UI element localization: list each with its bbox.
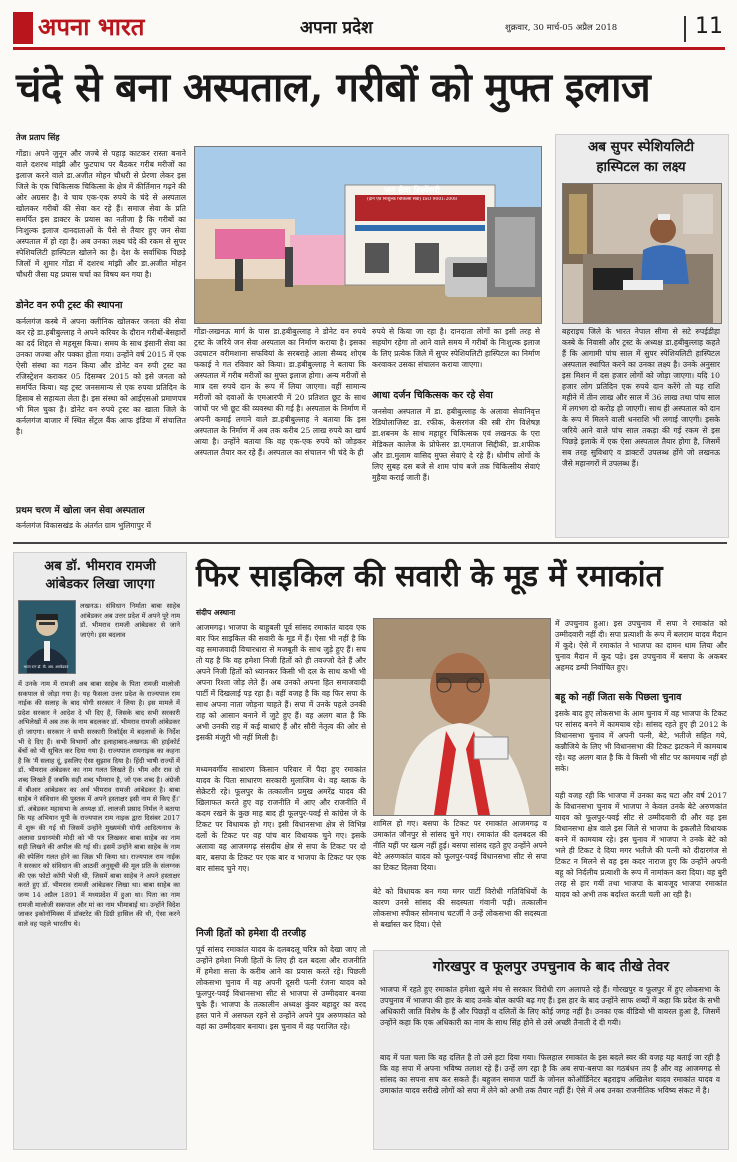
sidebar2-heading-line2: आंबेडकर लिखा जाएगा: [45, 577, 155, 592]
sidebar2-heading-line1: अब डॉ. भीमराव रामजी: [44, 559, 156, 574]
issue-date: शुक्रवार, 30 मार्च-05 अप्रैल 2018: [505, 23, 618, 33]
story2-col1-body2: मध्यमवर्गीय साधारण किसान परिवार में पैदा हुए रमाकांत यादव के पिता साधारण सरकारी मुलाजिम थे। वह ब्लाक के सेक्रेटरी रहे। फूलपुर के तत्कालीन प्रमुख अमरेंद्र यादव की खिलाफत करते हुए वह राजनीति में आए और राजनीति में कदम रखने के कुछ माह बाद ही फूलपुर-पवई से कांग्रेस जे के टिकट पर विधायक हो गए। इसी विधानसभा क्षेत्र से विभिन्न दलों के टिकट पर वह पांच बार विधायक चुने गए। इसके अलावा वह आजमगढ़ संसदीय क्षेत्र से सपा के टिकट पर दो बार, बसपा के टिकट पर एक बार व भाजपा के टिकट पर एक बार सांसद चुने गए।: [196, 765, 366, 873]
sidebar2-intro: लखनऊ। संविधान निर्माता बाबा साहेब आंबेडकर अब उत्तर प्रदेश में अपने पूरे नाम डॉ. भीमराव रामजी आंबेडकर से जाने जाएंगे। इस बदलाव: [80, 602, 180, 639]
story2-headline: फिर साइकिल की सवारी के मूड में रमाकांत: [196, 559, 663, 594]
box3-headline: गोरखपुर व फूलपुर उपचुनाव के बाद तीखे तेवर: [432, 959, 670, 975]
doctor-photo: [562, 183, 722, 324]
story1-col1-body: कर्नलगंज कस्बे में अपना क्लीनिक खोलकर जनता की सेवा कर रहे डा.हबीबुल्लाह ने अपने करियर के दौरान गरीबों-बेसहारों का दर्द शिद्दत से महसूस किया। समय के साथ इंसानी सेवा का उनका जज्बा और पक्का होता गया। उन्होंने वर्ष 2015 में एक ऐसी संस्था का गठन किया और डोनेट वन रुपी ट्रस्ट का रजिस्ट्रेशन कराकर 05 दिसम्बर 2015 को इसे जनता को समर्पित किया। यह ट्रस्ट जनसमान्य से एक रुपया प्रतिदिन के हिसाब से सहायता लेता है। इस संस्था को आईएसओ प्रमाणपत्र भी मिल चुका है। डोनेट वन रुपये ट्रस्ट का खाता जिले के कर्नलगंज बाजार में स्थित सेंट्रल बैंक आफ इंडिया में संचालित है।: [16, 317, 186, 436]
story2-subhead-interest: निजी हितों को हमेशा दी तरजीह: [196, 928, 306, 939]
sidebar1-heading-line2: हास्पिटल का लक्ष्य: [596, 159, 686, 175]
story2-photo-caption: शामिल हो गए। बसपा के टिकट पर रमाकांत आजमगढ़ व उमाकांत जौनपुर से सांसद चुने गए। रमाकांत की दलबदल की नीति यहीं पर खत्म नहीं हुई। बसपा सांसद रहते हुए उन्होंने अपने बेटे अरुणकांत यादव को फूलपुर-पवई विधानसभा सीट से सपा का टिकट दिलवा दिया।: [373, 819, 547, 872]
story2-byline: संदीप अस्थाना: [196, 608, 236, 617]
story1-col3-body2: जनसेवा अस्पताल में डा. हबीबुल्लाह के अलावा सेवानिवृत्त रेडियोलाजिस्ट डा. रफीक, केसरगंज की स्त्री रोग विशेषज्ञ डा.शबनम के साथ महाहूर चिकित्सक एवं लखनऊ के एरा मेडिकल कालेज के प्रोफेसर डा.एमताज सिद्दीकी, डा.शफीक और डा.मुलाम वासिद मुफ्त सेवाएं दे रहे हैं। धोमीच लोगों के लिए सुबह दस बजे से शाम पांच बजे तक चिकित्सीय सेवाएं मुहैया कराई जाती हैं।: [372, 407, 540, 482]
ambedkar-portrait-illustration: [19, 601, 75, 673]
hospital-sign: [346, 186, 478, 203]
masthead-rule: [13, 47, 725, 50]
doctor-photo-illustration: [563, 184, 721, 323]
story1-headline: चंदे से बना अस्पताल, गरीबों को मुफ्त इलाज: [16, 64, 651, 111]
story1-col1-tail: कर्नलगंज विकासखंड के अंतर्गत ग्राम भुलिगापुर में: [16, 521, 151, 530]
page-number-divider: [684, 16, 686, 42]
story1-subhead-trust: डोनेट वन रुपी ट्रस्ट की स्थापना: [16, 300, 123, 311]
story2-subhead-election: बहू को नहीं जिता सके पिछला चुनाव: [555, 692, 682, 703]
ramakant-photo-illustration: [374, 619, 550, 815]
sidebar1-heading-line1: अब सुपर स्पेशियलिटी: [587, 139, 695, 155]
story1-col3-body: रुपये से किया जा रहा है। दानदाता लोगों का इसी तरह से सहयोग रहेगा तो आने वाले समय में गरीबों के निःशुल्क इलाज के लिए प्रत्येक जिले में सुपर स्पेशियलिटी हास्पिटल का निर्माण करवाकर उसका संचालन कराया जाएगा।: [372, 327, 540, 369]
page-number: 11: [695, 14, 723, 39]
sidebar1-body: बहराइच जिले के भारत नेपाल सीमा से सटे रुपईडीहा कस्बे के निवासी और ट्रस्ट के अध्यक्ष डा.हबीबुल्लाह कहते हैं कि आगामी पांच साल में सुपर स्पेशियलिटी हास्पिटल अस्पताल स्थापित करने का उनका लक्ष्य है। उनके अनुसार इस मिशन में दस हजार लोगों को जोड़ा जाएगा। यदि 10 हजार लोग प्रतिदिन एक रुपये दान करेंगे तो यह राशि महीने में तीन लाख और साल में 36 लाख तथा पांच साल में लगभग दो करोड़ हो जाएगी। साथ ही अस्पताल को दान के रूप में मिलने वाली धनराशि भी लगाई जाएगी। इसके जरिये आने वाले पांच साल तकड़ा की गई रकम से इस पिछड़े इलाके में एक ऐसा अस्पताल तैयार होगा है, जिसमें सब तरह सुविधाएं व डाक्टरों उपलब्ध होंगे जो लखनऊ जैसे महानगरों में उपलब्ध हैं।: [562, 327, 720, 468]
story2-col1-body: आजमगढ़। भाजपा के बाहुबली पूर्व सांसद रमाकांत यादव एक बार फिर साइकिल की सवारी के मूड में हैं। ऐसा भी नहीं है कि वह समाजवादी विचारधारा से मजबूती के साथ जुड़े हुए हैं। सच तो यह है कि वह हमेशा निजी हितों को ही तवज्जो देते हैं और अपने निजी हितों को ध्यानकर किसी भी दल के साथ कभी भी अपना रिश्ता जोड़ लेते हैं। अब उनको अपना हित समाजवादी पार्टी में दिखलाई पड़ रहा है। वहीं वजह है कि वह फिर सपा के साथ अपना नाता जोड़ना चाहते हैं। सपा में उनके पहले उनकी राह को आसान बनाने में जुटे हुए हैं। वह अलग बात है कि अभी उनकी राह में कई बाधाएं हैं और सौरी नेतृत्व की ओर से इसकी मंजूरी भी नहीं मिली है।: [196, 623, 366, 742]
story2-col3-body: में उपचुनाव हुआ। इस उपचुनाव में सपा ने रमाकांत को उम्मीदवारी नहीं दी। सपा प्रत्याशी के रूप में बलराम यादव मैदान में कूदे। ऐसे में रमाकांत ने भाजपा का दामन थाम लिया और चुनाव मैदान में कूद पड़े। इस उपचुनाव में बसपा के अकबर अहमद डम्पी निर्वाचित हुए।: [555, 619, 727, 672]
ambedkar-portrait: [18, 600, 76, 674]
ambedkar-portrait-caption: भारत रत्न डॉ. बी. आर. आम्बेडकर: [23, 665, 69, 669]
story1-intro: गोंडा। अपने जुनून और जज्बे से पहाड़ काटकर रास्ता बनाने वाले दशरथ मांझी और फुटपाथ पर बैठकर गरीब मरीजों का इलाज करने वाले डा.अजीत मोहन चौधरी से प्रेरणा लेकर इस जिले के एक चिकित्सक चिकित्सा के क्षेत्र में कीर्तिमान गढ़ने की ओर अग्रसर है। वे चाय एक-एक रुपये के चंदे से अस्पताल खोलकर गरीबों की सेवा कर रहे हैं। समाज सेवा के प्रति समर्पित इस डाक्टर के प्रयास का नतीजा है कि गरीबों का निःशुल्क इलाज दानदाताओं के पैसे से तैयार हुए जन सेवा अस्पताल में हो रहा है। अब उनका लक्ष्य चंदे की रकम से सुपर स्पेशियलिटी हास्पिटल खोलने का है। देश के सर्वाधिक पिछड़े जिलों में शुमार गोंडा में दशरथ मांझी और डा.अजीत मोहन चौधरी जैसा यह प्रयास चर्चा का विषय बन गया है।: [16, 149, 186, 279]
story2-col2-body: बेटे को विधायक बन गया मगर पार्टी विरोधी गतिविधियों के कारण उनसे सांसद की सदस्यता गंवानी पड़ी। तत्कालीन लोकसभा स्पीकर सोमनाथ चटर्जी ने उन्हें लोकसभा की सदस्यता से बर्खास्त कर दिया। ऐसे: [373, 887, 547, 929]
masthead-logo: अपना भारत: [38, 12, 145, 41]
story2-col3-body3: यही वजह रही कि भाजपा में उनका कद घटा और वर्ष 2017 के विधानसभा चुनाव में भाजपा ने केवल उनके बेटे अरुणकांत यादव को फूलपुर-पवई सीट से उम्मीदवारी दी और वह इस विधानसभा क्षेत्र वाले इस जिले से भाजपा के इकलौते विधायक बनने में कामयाब रहे। इस चुनाव में भाजपा ने उनके बेटे को भले ही टिकट दे दिया मगर भतीजे की पत्नी को दीदारगंज से टिकट न मिलने से वह इस कदर नाराज हुए कि उन्होंने अपनी बहू को निर्दलीय प्रत्याशी के रूप में नामांकन करा दिया। वह बुरी तरह से हार गयीं तथा भाजपा के बावजूद भाजपा रमाकांत यादव को अभी तक बर्दाश्त करती चली आ रही है।: [555, 791, 727, 899]
story1-subhead-doctors: आधा दर्जन चिकित्सक कर रहे सेवा: [372, 390, 493, 401]
story1-byline: तेज प्रताप सिंह: [16, 133, 60, 142]
box3-body: भाजपा में रहते हुए रमाकांत हमेशा खुले मंच से सरकार विरोधी राग अलापते रहे हैं। गोरखपुर व फूलपुर में हुए लोकसभा के उपचुनाव में भाजपा की हार के बाद उनके बोल काफी बढ़ गए हैं। इस हार के बाद उन्होंने साफ शब्दों में कहा कि प्रदेश के सभी अधिकारी जाति विशेष के हैं और पिछड़ों व दलितों के लिए कोई जगह नहीं है। उनका एक वीडियो भी वायरल हुआ है, जिसमें उन्होंने कहा कि एक अधिकारी का नाम के साथ सिंह होने से उसे अच्छी तैनाती दे दी गयी।: [380, 985, 720, 1027]
ramakant-photo: [373, 618, 551, 816]
hospital-sign-line: (दान एवं निःशुल्क चिकित्सा सेवा) ISO 9001:2008: [366, 197, 458, 202]
hospital-sign-title: जन सेवा डिस्पेंसरी: [384, 186, 440, 196]
story2-col1-body3: पूर्व सांसद रमाकांत यादव के दलबदलू चरित्र को देखा जाए तो उन्होंने हमेशा निजी हितों के लिए ही दल बदला और राजनीति में हमेशा सत्ता के करीब आने का प्रयास करते रहे। पिछली लोकसभा चुनाव में वह अपनी दूसरी पत्नी रंजना यादव को फूलपुर-पवई विधानसभा सीट से भाजपा से उम्मीदवार बनवा चुके हैं। भाजपा के तत्कालीन अध्यक्ष कुंवर बहादुर का वरद हस्त पाने में असफल रहने से उन्होंने अपने पुत्र अरुणकांत को वहां का उम्मीदवार बनाया। इस चुनाव में वह पराजित रहे।: [196, 945, 366, 1031]
story1-col2-body: गोंडा-लखनऊ मार्ग के पास डा.हबीबुल्लाह ने डोनेट वन रुपये ट्रस्ट के जरिये जन सेवा अस्पताल का निर्माण कराया है। इसका उदघाटन वरीमशाना सफवियां के सरबराहे आला सैय्यद शोएब फकाई ने गत रविवार को किया। डा.हबीबुल्लाह ने बताया कि अस्पताल में गरीब मरीजों का मुफ्त इलाज होगा। अन्य मरीजों से मात्र दस रुपये दान के रूप में लिया जाएगा। वहीं सामान्य मरीजों को दवाओं के एमआरपी में 20 प्रतिशत छूट के साथ जांचों पर भी छूट की व्यवस्था की गई है। अस्पताल के निर्माण में अपनी कमाई लगाने वाले डा.हबीबुल्लाह ने बताया कि इस अस्पताल के निर्माण में अब तक करीब 25 लाख रुपये का खर्च आया है। उन्होंने बताया कि वह एक-एक रुपये को जोड़कर अस्पताल तैयार कर रहे हैं। अस्पताल का संचालन भी चंदे के ही: [194, 327, 366, 457]
story1-subhead-hospital: प्रथम चरण में खोला जन सेवा अस्पताल: [16, 506, 145, 516]
section-title: अपना प्रदेश: [300, 18, 373, 38]
hospital-photo: [194, 146, 542, 324]
box3-body2: बाद में पता चला कि वह दलित है तो उसे हटा दिया गया। फिलहाल रमाकांत के इस बदले स्वर की वजह यह बताई जा रही है कि वह सपा में अपना भविष्य तलाश रहे हैं। उन्हें लग रहा है कि अब सपा-बसपा का गठबंधन तय है और वह आजमगढ़ से सांसद का सपना सच कर सकते हैं। बहुजन समाज पार्टी के जोनल कोऑर्डिनेटर बहराइच अखिलेश यादव रमाकांत यादव व उमाकांत यादव सरीखे लोगों को सपा में लेने को अभी तक तैयार नहीं हैं। ऐसे में अब उनका राजनीतिक भविष्य संकट में है।: [380, 1053, 720, 1095]
story2-col3-body2: इसके बाद हुए लोकसभा के आम चुनाव में वह भाजपा के टिकट पर सांसद बनने में कामयाब रहे। सांसद रहते हुए ही 2012 के विधानसभा चुनाव में अपनी पत्नी, बेटे, भतीजे सहित गये, कन्नौजिये के लिए भी विधानसभा की टिकट झटकने में कामयाब रहे। यह अलग बात है कि वे किसी भी सीट पर कामयाब नहीं हो सके।: [555, 709, 727, 773]
logo-badge: [13, 12, 33, 44]
section-divider: [13, 542, 727, 544]
hospital-photo-illustration: [195, 147, 541, 323]
sidebar2-body: में उनके नाम में रामजी अब बाबा साहेब के पिता रामजी मालोजी सकपाल से जोड़ा गया है। यह फैसला उत्तर प्रदेश के राज्यपाल राम नाईक की सलाह के बाद योगी सरकार ने लिया है। इस मामले में प्रदेश सरकार ने आदेश दे भी दिए हैं, जिसके बाद सभी सरकारी अभिलेखों में अब तक के नाम बदलकर डॉ. भीमराव रामजी आंबेडकर हो जाएगा। सरकार ने सभी सरकारी रिकॉर्ड्स में बदलावों के निर्देश भी दे दिए हैं। सभी विभागों और इलाहाबाद-लखनऊ की हाईकोर्ट बेंचों को भी सूचित कर दिया गया है। राज्यपाल रामनाइक का कहना है कि 'मैं सलाह दूं, इसलिए ऐसा सुझाव दिया है। हिंदी भाषी राज्यों में डॉ. भीमराव अंबेडकर का नाम गलत लिखते हैं। भीम और राव दो शब्द लिखते हैं जबकि सही शब्द भीमराव है, जो एक शब्द है। अंग्रेजी में बीआर आंबेडकर का अर्थ भीमराव रामजी आंबेडकर है। बाबा साहेब ने संविधान की पुस्तक में अपने हस्ताक्षर इसी नाम से किए हैं।' डॉ. अंबेडकर महासभा के अध्यक्ष डॉ. लालजी प्रसाद निर्मल ने बताया कि यह अभियान यूपी के राज्यपाल राम नाइक द्वारा दिसंबर 2017 में शुरू की गई थी जिसमें उन्होंने मुख्यमंत्री योगी आदित्यनाथ के अलावा प्रधानमंत्री मोदी को भी पत्र लिखकर बाबा साहेब का नाम सही लिखने की अपील की गई थी। इसमें उन्होंने बाबा साहेब के नाम की स्पेलिंग गलत होने का जिक्र भी किया था। राज्यपाल राम नाईक ने सरकार को संविधान की आठवीं अनुसूची की मूल प्रति के संलग्नक की एक फोटो कॉपी भेजी थी, जिसमें बाबा साहेब ने अपने हस्ताक्षर करते हुए डॉ. भीमराव रामजी आंबेडकर लिखा था। बाबा साहेब का जन्म 14 अप्रैल 1891 में मध्यप्रदेश में हुआ था। पिता का नाम रामजी मालोजी सकपाल और मां का नाम भीमाबाई था। उन्होंने विदेश जाकर इकोनॉमिक्स में डॉक्टरेट की डिग्री हासिल की थी, ऐसा करने वाले वह पहले भारतीय थे।: [18, 680, 180, 928]
